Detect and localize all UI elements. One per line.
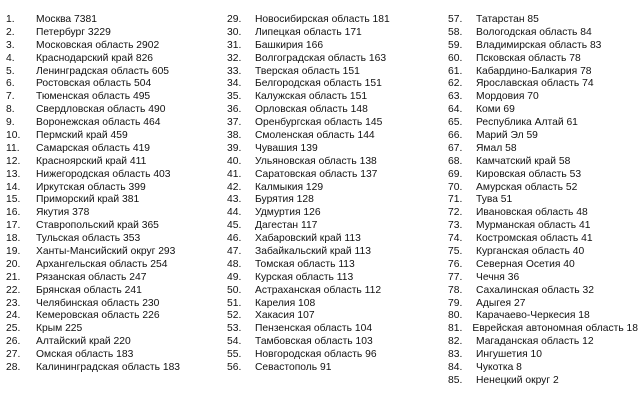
list-item (6, 233, 226, 246)
list-item (6, 349, 226, 362)
list-item-number: 3. (6, 39, 15, 51)
list-column-2 (227, 14, 447, 375)
list-item (448, 156, 638, 169)
list-item-text: Липецкая область 171 (255, 26, 362, 38)
list-item-text: Псковская область 78 (476, 52, 581, 64)
list-item-number: 70. (448, 181, 463, 193)
list-item-text: Красноярский край 411 (36, 155, 147, 167)
list-item-text: Ханты-Мансийский округ 293 (36, 246, 176, 258)
list-item-text: Волгоградская область 163 (255, 52, 387, 64)
list-item-text: Владимирская область 83 (476, 39, 602, 51)
list-item (227, 246, 447, 259)
list-item-text: Свердловская область 490 (36, 104, 166, 116)
list-item-number: 28. (6, 362, 21, 374)
list-item-text: Архангельская область 254 (36, 258, 168, 270)
list-item (6, 323, 226, 336)
list-item (448, 66, 638, 79)
list-item (6, 362, 226, 375)
list-item-text: Хакасия 107 (255, 310, 315, 322)
list-item (6, 310, 226, 323)
list-item-text: Ненецкий округ 2 (476, 374, 559, 386)
list-item (227, 91, 447, 104)
list-item (6, 272, 226, 285)
list-item-text: Татарстан 85 (476, 14, 539, 25)
list-item-text: Астраханская область 112 (255, 284, 382, 296)
list-item-number: 60. (448, 52, 463, 64)
list-item-text: Томская область 113 (255, 258, 355, 270)
list-item-text: Петербург 3229 (36, 26, 111, 38)
list-item-number: 79. (448, 297, 463, 309)
list-item-number: 35. (227, 91, 242, 103)
list-item-text: Брянская область 241 (36, 284, 142, 296)
list-item-text: Воронежская область 464 (36, 117, 161, 129)
list-item-number: 34. (227, 78, 242, 90)
list-item (6, 220, 226, 233)
list-item (6, 91, 226, 104)
list-item (6, 336, 226, 349)
list-item (6, 27, 226, 40)
list-item-number: 61. (448, 65, 463, 77)
list-item (227, 323, 447, 336)
list-item-number: 14. (6, 181, 21, 193)
list-item (227, 156, 447, 169)
list-item-text: Карелия 108 (255, 297, 316, 309)
list-item-text: Чувашия 139 (255, 142, 318, 154)
list-item-number: 36. (227, 104, 242, 116)
list-item (227, 259, 447, 272)
list-item-number: 80. (448, 310, 463, 322)
list-item-number: 21. (6, 271, 21, 283)
list-item-number: 51. (227, 297, 242, 309)
list-item-text: Башкирия 166 (255, 39, 324, 51)
list-item-number: 68. (448, 155, 463, 167)
list-item-number: 13. (6, 168, 21, 180)
list-item-text: Ямал 58 (476, 142, 517, 154)
list-item-text: Тюменская область 495 (36, 91, 151, 103)
list-item (448, 143, 638, 156)
list-item (227, 14, 447, 27)
list-item (448, 336, 638, 349)
list-item-text: Ульяновская область 138 (255, 155, 377, 167)
list-item-number: 67. (448, 142, 463, 154)
list-item-number: 23. (6, 297, 21, 309)
list-item-number: 27. (6, 349, 21, 361)
list-item (227, 349, 447, 362)
list-item-text: Иркутская область 399 (36, 181, 146, 193)
list-item-number: 75. (448, 246, 463, 258)
list-item-number: 53. (227, 323, 242, 335)
list-item-number: 5. (6, 65, 15, 77)
list-item-text: Кемеровская область 226 (36, 310, 160, 322)
list-item (448, 272, 638, 285)
list-item-number: 44. (227, 207, 242, 219)
list-item-number: 39. (227, 142, 242, 154)
list-item-number: 73. (448, 220, 463, 232)
list-item-number: 8. (6, 104, 15, 116)
list-item (227, 285, 447, 298)
list-item-text: Сахалинская область 32 (476, 284, 594, 296)
list-item (448, 323, 638, 336)
list-item-number: 15. (6, 194, 21, 206)
list-item-text: Тува 51 (476, 194, 513, 206)
list-item (6, 78, 226, 91)
list-item (448, 310, 638, 323)
list-item (6, 14, 226, 27)
list-item-text: Кабардино-Балкария 78 (476, 65, 592, 77)
list-item-number: 1. (6, 14, 15, 25)
list-item-text: Москва 7381 (36, 14, 97, 25)
list-item-text: Ленинградская область 605 (36, 65, 170, 77)
list-item-number: 71. (448, 194, 463, 206)
list-item-text: Амурская область 52 (476, 181, 578, 193)
list-item-number: 47. (227, 246, 242, 258)
list-item (227, 220, 447, 233)
list-item-number: 56. (227, 362, 242, 374)
list-item (6, 117, 226, 130)
list-item-number: 83. (448, 349, 463, 361)
list-item (227, 298, 447, 311)
list-item-number: 64. (448, 104, 463, 116)
list-item-text: Коми 69 (476, 104, 515, 116)
list-item-number: 69. (448, 168, 463, 180)
list-item-number: 18. (6, 233, 21, 245)
list-item (448, 349, 638, 362)
list-item-number: 46. (227, 233, 242, 245)
list-item-text: Якутия 378 (36, 207, 90, 219)
list-item-number: 66. (448, 130, 463, 142)
list-item (6, 285, 226, 298)
list-item-number: 58. (448, 26, 463, 38)
list-item-number: 41. (227, 168, 242, 180)
list-item-text: Новгородская область 96 (255, 349, 377, 361)
list-item-number: 50. (227, 284, 242, 296)
list-item (448, 14, 638, 27)
list-item-number: 29. (227, 14, 242, 25)
list-item (448, 285, 638, 298)
list-item-number: 9. (6, 117, 15, 129)
list-item (227, 53, 447, 66)
list-item-text: Калининградская область 183 (36, 362, 181, 374)
list-item-text: Приморский край 381 (36, 194, 140, 206)
list-item-number: 25. (6, 323, 21, 335)
list-item-number: 85. (448, 374, 463, 386)
list-item-number: 57. (448, 14, 463, 25)
list-item-text: Крым 225 (36, 323, 83, 335)
list-item-number: 37. (227, 117, 242, 129)
list-item-text: Еврейская автономная область 18 (472, 323, 638, 335)
list-item-text: Пензенская область 104 (255, 323, 373, 335)
list-item (227, 143, 447, 156)
list-item-text: Магаданская область 12 (476, 336, 594, 348)
list-item-number: 7. (6, 91, 15, 103)
list-item-number: 33. (227, 65, 242, 77)
list-item-number: 31. (227, 39, 242, 51)
list-item-number: 22. (6, 284, 21, 296)
list-item (227, 272, 447, 285)
list-item-number: 4. (6, 52, 15, 64)
list-item (227, 40, 447, 53)
list-item-text: Самарская область 419 (36, 142, 151, 154)
list-item-text: Адыгея 27 (476, 297, 526, 309)
list-item-text: Курганская область 40 (476, 246, 585, 258)
list-item-text: Ивановская область 48 (476, 207, 588, 219)
list-item-number: 82. (448, 336, 463, 348)
list-item-text: Карачаево-Черкесия 18 (476, 310, 590, 322)
list-item (227, 233, 447, 246)
list-item (6, 40, 226, 53)
list-item-number: 16. (6, 207, 21, 219)
list-item-text: Смоленская область 144 (255, 130, 375, 142)
list-item (227, 117, 447, 130)
list-item-number: 48. (227, 258, 242, 270)
list-item (448, 91, 638, 104)
list-item-text: Омская область 183 (36, 349, 134, 361)
list-item-text: Хабаровский край 113 (255, 233, 361, 245)
list-item-text: Алтайский край 220 (36, 336, 131, 348)
list-item (227, 78, 447, 91)
list-item (448, 362, 638, 375)
list-item (448, 375, 638, 388)
list-item (227, 66, 447, 79)
list-item-text: Оренбургская область 145 (255, 117, 383, 129)
list-item-text: Саратовская область 137 (255, 168, 378, 180)
list-item-number: 19. (6, 246, 21, 258)
list-item-number: 2. (6, 26, 15, 38)
list-item (6, 66, 226, 79)
list-item-text: Чукотка 8 (476, 362, 522, 374)
list-item (448, 169, 638, 182)
list-item-text: Белгородская область 151 (255, 78, 382, 90)
list-item-number: 45. (227, 220, 242, 232)
list-item-number: 81. (448, 323, 463, 335)
list-item (6, 130, 226, 143)
list-item-text: Курская область 113 (255, 271, 354, 283)
list-item-text: Кировская область 53 (476, 168, 582, 180)
list-item (448, 27, 638, 40)
list-item-number: 65. (448, 117, 463, 129)
list-item (6, 156, 226, 169)
list-item-number: 20. (6, 258, 21, 270)
list-item-text: Калмыкия 129 (255, 181, 324, 193)
list-item-text: Тульская область 353 (36, 233, 141, 245)
list-item-text: Костромская область 41 (476, 233, 593, 245)
list-item-text: Ростовская область 504 (36, 78, 152, 90)
list-item (227, 310, 447, 323)
list-item-number: 84. (448, 362, 463, 374)
list-item-text: Ингушетия 10 (476, 349, 542, 361)
list-item (227, 336, 447, 349)
list-item-text: Севастополь 91 (255, 362, 332, 374)
list-item (227, 169, 447, 182)
list-item-number: 42. (227, 181, 242, 193)
list-item-number: 30. (227, 26, 242, 38)
list-item (6, 53, 226, 66)
list-item-text: Удмуртия 126 (255, 207, 321, 219)
list-item-number: 63. (448, 91, 463, 103)
list-item-number: 74. (448, 233, 463, 245)
list-item-number: 38. (227, 130, 242, 142)
list-item (6, 207, 226, 220)
list-item (227, 130, 447, 143)
list-item (448, 220, 638, 233)
list-item (6, 182, 226, 195)
list-item (6, 194, 226, 207)
list-item (448, 104, 638, 117)
list-item-text: Калужская область 151 (255, 91, 368, 103)
list-item (6, 298, 226, 311)
list-item (227, 194, 447, 207)
list-item-number: 76. (448, 258, 463, 270)
list-item (448, 117, 638, 130)
list-item (227, 27, 447, 40)
list-item (448, 259, 638, 272)
list-item-text: Нижегородская область 403 (36, 168, 171, 180)
list-item-number: 49. (227, 271, 242, 283)
list-item-text: Вологодская область 84 (476, 26, 592, 38)
list-item-number: 77. (448, 271, 463, 283)
list-item-text: Дагестан 117 (255, 220, 318, 232)
list-item-text: Тверская область 151 (255, 65, 360, 77)
list-item-number: 40. (227, 155, 242, 167)
list-item (448, 207, 638, 220)
list-item-number: 12. (6, 155, 21, 167)
list-item (448, 246, 638, 259)
list-item (227, 207, 447, 220)
list-item-number: 17. (6, 220, 21, 232)
list-item-number: 26. (6, 336, 21, 348)
list-item-text: Новосибирская область 181 (255, 14, 390, 25)
list-item (448, 130, 638, 143)
list-item (227, 104, 447, 117)
list-item-text: Чечня 36 (476, 271, 520, 283)
list-item-number: 59. (448, 39, 463, 51)
list-item-number: 62. (448, 78, 463, 90)
list-item-number: 11. (6, 142, 20, 154)
list-item-number: 55. (227, 349, 242, 361)
list-item-text: Республика Алтай 61 (476, 117, 578, 129)
list-item (448, 182, 638, 195)
list-item-text: Московская область 2902 (36, 39, 160, 51)
list-item-text: Северная Осетия 40 (476, 258, 575, 270)
list-item-number: 54. (227, 336, 242, 348)
list-item-text: Ярославская область 74 (476, 78, 594, 90)
list-item (6, 259, 226, 272)
list-item-text: Орловская область 148 (255, 104, 368, 116)
list-item-text: Челябинская область 230 (36, 297, 160, 309)
list-item (227, 362, 447, 375)
list-item-text: Краснодарский край 826 (36, 52, 154, 64)
list-item (6, 143, 226, 156)
list-item-text: Пермский край 459 (36, 130, 128, 142)
list-item-text: Марий Эл 59 (476, 130, 538, 142)
list-item-number: 43. (227, 194, 242, 206)
list-item-text: Ставропольский край 365 (36, 220, 159, 232)
list-item-text: Мурманская область 41 (476, 220, 591, 232)
list-item (6, 246, 226, 259)
list-item-number: 24. (6, 310, 21, 322)
list-item-number: 78. (448, 284, 463, 296)
list-item-text: Забайкальский край 113 (255, 246, 371, 258)
list-item (6, 104, 226, 117)
list-item-number: 6. (6, 78, 15, 90)
list-item-number: 52. (227, 310, 242, 322)
list-item (227, 182, 447, 195)
list-item-text: Мордовия 70 (476, 91, 539, 103)
list-item-number: 72. (448, 207, 463, 219)
list-item (448, 53, 638, 66)
list-item-text: Бурятия 128 (255, 194, 314, 206)
list-item (448, 78, 638, 91)
list-item (448, 298, 638, 311)
list-item (448, 194, 638, 207)
list-column-1 (6, 14, 226, 375)
list-column-3 (448, 14, 638, 388)
list-item-text: Камчатский край 58 (476, 155, 571, 167)
list-item (448, 233, 638, 246)
list-item-text: Рязанская область 247 (36, 271, 147, 283)
list-item-number: 10. (6, 130, 21, 142)
list-item (448, 40, 638, 53)
list-item-text: Тамбовская область 103 (255, 336, 373, 348)
list-item-number: 32. (227, 52, 242, 64)
list-item (6, 169, 226, 182)
